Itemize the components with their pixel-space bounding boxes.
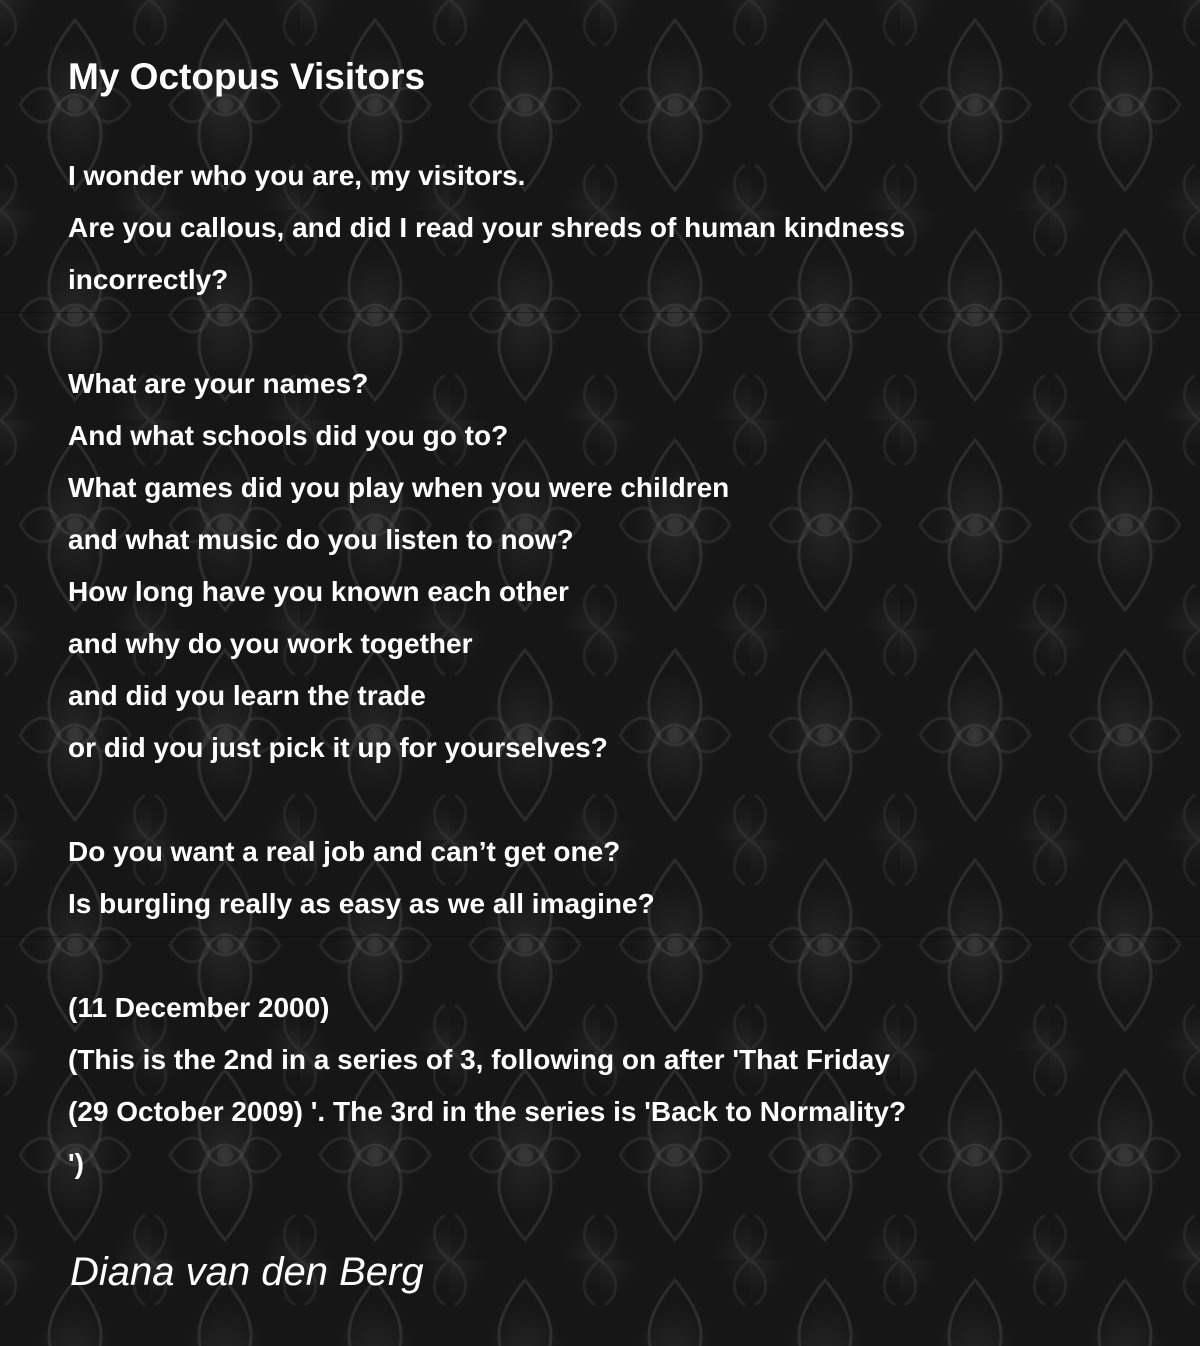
poem-note-line: (29 October 2009) '. The 3rd in the series is 'Back to Normality? bbox=[68, 1096, 907, 1127]
stanza-break bbox=[68, 930, 1168, 982]
poem-line: and did you learn the trade bbox=[68, 680, 426, 711]
poem-author: Diana van den Berg bbox=[70, 1250, 424, 1294]
stanza-break bbox=[68, 774, 1168, 826]
poem-note-line: (11 December 2000) bbox=[68, 992, 330, 1023]
poem-note-line: (This is the 2nd in a series of 3, following on after 'That Friday bbox=[68, 1044, 890, 1075]
poem-container bbox=[68, 52, 1168, 1190]
poem-line: and why do you work together bbox=[68, 628, 473, 659]
poem-line: What games did you play when you were children bbox=[68, 472, 730, 503]
poem-line: Are you callous, and did I read your shreds of human kindness bbox=[68, 212, 906, 243]
poem-line: Do you want a real job and can’t get one? bbox=[68, 836, 621, 867]
poem-line: I wonder who you are, my visitors. bbox=[68, 160, 526, 191]
poem-title: My Octopus Visitors bbox=[68, 56, 426, 97]
poem-line: Is burgling really as easy as we all imagine? bbox=[68, 888, 655, 919]
poem-line: or did you just pick it up for yourselves? bbox=[68, 732, 608, 763]
stanza-break bbox=[68, 306, 1168, 358]
poem-line: And what schools did you go to? bbox=[68, 420, 509, 451]
poem-line: and what music do you listen to now? bbox=[68, 524, 574, 555]
poem-note-line: ') bbox=[68, 1148, 84, 1179]
poem-line: incorrectly? bbox=[68, 264, 229, 295]
poem-body bbox=[68, 150, 1168, 1190]
poem-line: How long have you known each other bbox=[68, 576, 569, 607]
poem-line: What are your names? bbox=[68, 368, 369, 399]
